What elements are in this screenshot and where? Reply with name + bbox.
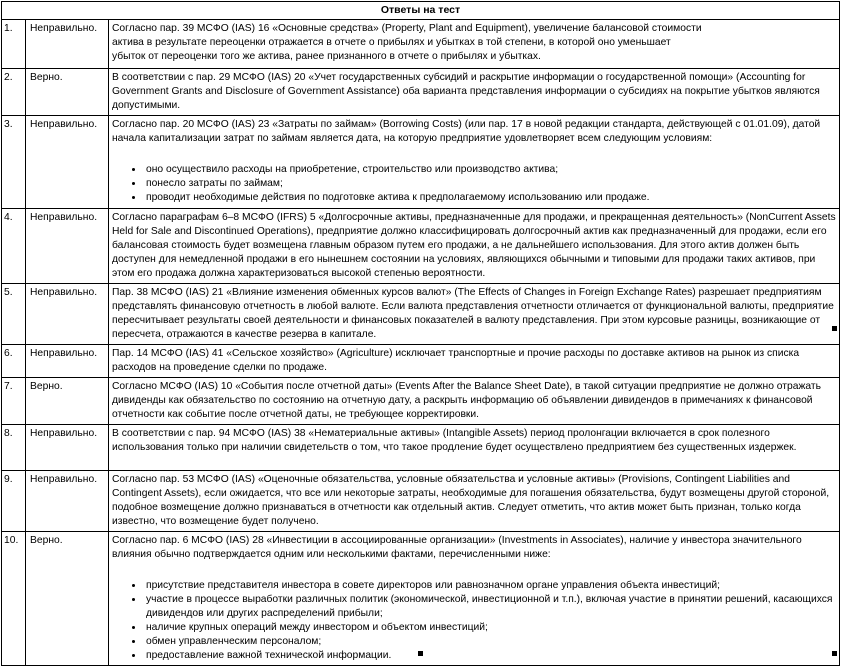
row-answer: Неправильно.	[26, 345, 109, 378]
row-answer: Верно.	[26, 532, 109, 666]
table-row	[2, 284, 840, 345]
table-row	[2, 345, 840, 378]
row-explanation	[109, 20, 840, 69]
list-item: • обмен управленческим персоналом;	[144, 635, 836, 649]
table-row	[2, 378, 840, 425]
table-row	[2, 532, 840, 666]
list-item: • понесло затраты по займам;	[144, 177, 836, 191]
row-answer: Неправильно.	[26, 425, 109, 471]
row-number: 1.	[2, 20, 26, 69]
answers-table	[1, 1, 840, 666]
list-item: • присутствие представителя инвестора в совете директоров или равнозначном органе управления объекта инвестиций;	[144, 579, 836, 593]
row-number: 10.	[2, 532, 26, 666]
row-explanation	[109, 532, 840, 666]
list-item: • проводит необходимые действия по подготовке актива к предполагаемому использованию или продаже.	[144, 191, 836, 205]
facts-list	[112, 579, 836, 663]
row-explanation: Пар. 38 МСФО (IAS) 21 «Влияние изменения обменных курсов валют» (The Effects of Changes in Foreign Exchange Rates) разрешает предприятиям представлять финансовую отчетность в любой валюте. Если валюта представления отчетности отличается от функциональной валюты, предприятие пересчитывает результаты своей деятельности и финансовых показателей в валюту представления. При этом курсовые разницы, возникающие от пересчета, отражаются в качестве резерва в капитале.	[109, 284, 840, 345]
table-header-row	[2, 2, 840, 20]
table-title: Ответы на тест	[2, 2, 840, 20]
resize-handle[interactable]	[832, 651, 837, 656]
row-answer: Неправильно.	[26, 209, 109, 284]
row-number: 4.	[2, 209, 26, 284]
list-item: • участие в процессе выработки различных политик (экономической, инвестиционной и т.п.), включая участие в принятии решений, касающихся дивидендов или других распределений прибыли;	[144, 593, 836, 621]
row-answer: Верно.	[26, 378, 109, 425]
table-row	[2, 471, 840, 532]
row-explanation	[109, 116, 840, 209]
explanation-line: актива в результате переоценки отражается в отчете о прибылях и убытках в той степени, в которой оно уменьшает	[112, 37, 671, 48]
row-answer: Неправильно.	[26, 471, 109, 532]
list-item: • наличие крупных операций между инвестором и объектом инвестиций;	[144, 621, 836, 635]
row-explanation: Согласно пар. 53 МСФО (IAS) «Оценочные обязательства, условные обязательства и условные активы» (Provisions, Contingent Liabilities and Contingent Assets), если ожидается, что все или некоторые затраты, необходимые для погашения обязательства, будут возмещены другой стороной, подобное возмещение должно признаваться в отчетности как отдельный актив. Следует отметить, что актив может быть признан, только когда известно, что возмещение будет получено.	[109, 471, 840, 532]
row-explanation: Согласно параграфам 6–8 МСФО (IFRS) 5 «Долгосрочные активы, предназначенные для продажи, и прекращенная деятельность» (NonCurrent Assets Held for Sale and Discontinued Operations), предприятие должно классифицировать долгосрочный актив как предназначенный для продажи, если его балансовая стоимость будет возмещена главным образом путем его продажи, а не дальнейшего использования. Для этого актив должен быть доступен для немедленной продажи в его нынешнем состоянии на условиях, являющихся обычными и типовыми для продажи таких активов, при этом его продажа должна характеризоваться высокой степенью вероятности.	[109, 209, 840, 284]
row-explanation: В соответствии с пар. 94 МСФО (IAS) 38 «Нематериальные активы» (Intangible Assets) период пролонгации включается в срок полезного использования только при наличии свидетельств о том, что такое продление будет осуществлено предприятием без существенных издержек.	[109, 425, 840, 471]
row-number: 5.	[2, 284, 26, 345]
table-row	[2, 116, 840, 209]
row-explanation: Пар. 14 МСФО (IAS) 41 «Сельское хозяйство» (Agriculture) исключает транспортные и прочие расходы по доставке активов на рынок из списка расходов на проведение сделки по продаже.	[109, 345, 840, 378]
resize-handle[interactable]	[832, 326, 837, 331]
row-number: 6.	[2, 345, 26, 378]
row-number: 3.	[2, 116, 26, 209]
explanation-text: Согласно пар. 6 МСФО (IAS) 28 «Инвестиции в ассоциированные организации» (Investments in Associates), наличие у инвестора значительного влияния обычно подтверждается одним или несколькими фактами, перечисленными ниже:	[112, 535, 802, 560]
row-number: 8.	[2, 425, 26, 471]
table-row	[2, 425, 840, 471]
row-number: 7.	[2, 378, 26, 425]
row-answer: Неправильно.	[26, 116, 109, 209]
explanation-line: убыток от переоценки того же актива, ранее признанного в отчете о прибылях и убытках.	[112, 51, 541, 62]
row-answer: Верно.	[26, 69, 109, 116]
row-number: 9.	[2, 471, 26, 532]
explanation-text: Согласно пар. 20 МСФО (IAS) 23 «Затраты по займам» (Borrowing Costs) (или пар. 17 в новой редакции стандарта, действующей с 01.01.09), датой начала капитализации затрат по займам является дата, на которую предприятие удовлетворяет всем следующим условиям:	[112, 119, 821, 144]
row-number: 2.	[2, 69, 26, 116]
conditions-list	[112, 163, 836, 205]
explanation-line: Согласно пар. 39 МСФО (IAS) 16 «Основные средства» (Property, Plant and Equipment), увеличение балансовой стоимости	[112, 23, 702, 34]
row-explanation: Согласно МСФО (IAS) 10 «События после отчетной даты» (Events After the Balance Sheet Date), в такой ситуации предприятие не должно отражать дивиденды как обязательство по состоянию на отчетную дату, а раскрыть информацию об объявлении дивидендов в примечаниях к финансовой отчетности как событие после отчетной даты, не требующее корректировки.	[109, 378, 840, 425]
list-item: • оно осуществило расходы на приобретение, строительство или производство актива;	[144, 163, 836, 177]
resize-handle[interactable]	[418, 651, 423, 656]
row-answer: Неправильно.	[26, 20, 109, 69]
list-item: • предоставление важной технической информации.	[144, 649, 836, 663]
table-row	[2, 69, 840, 116]
row-explanation: В соответствии с пар. 29 МСФО (IAS) 20 «Учет государственных субсидий и раскрытие информации о государственной помощи» (Accounting for Government Grants and Disclosure of Government Assistance) оба варианта представления информации о субсидиях на покрытие убытков являются допустимыми.	[109, 69, 840, 116]
table-row	[2, 20, 840, 69]
row-answer: Неправильно.	[26, 284, 109, 345]
table-row	[2, 209, 840, 284]
